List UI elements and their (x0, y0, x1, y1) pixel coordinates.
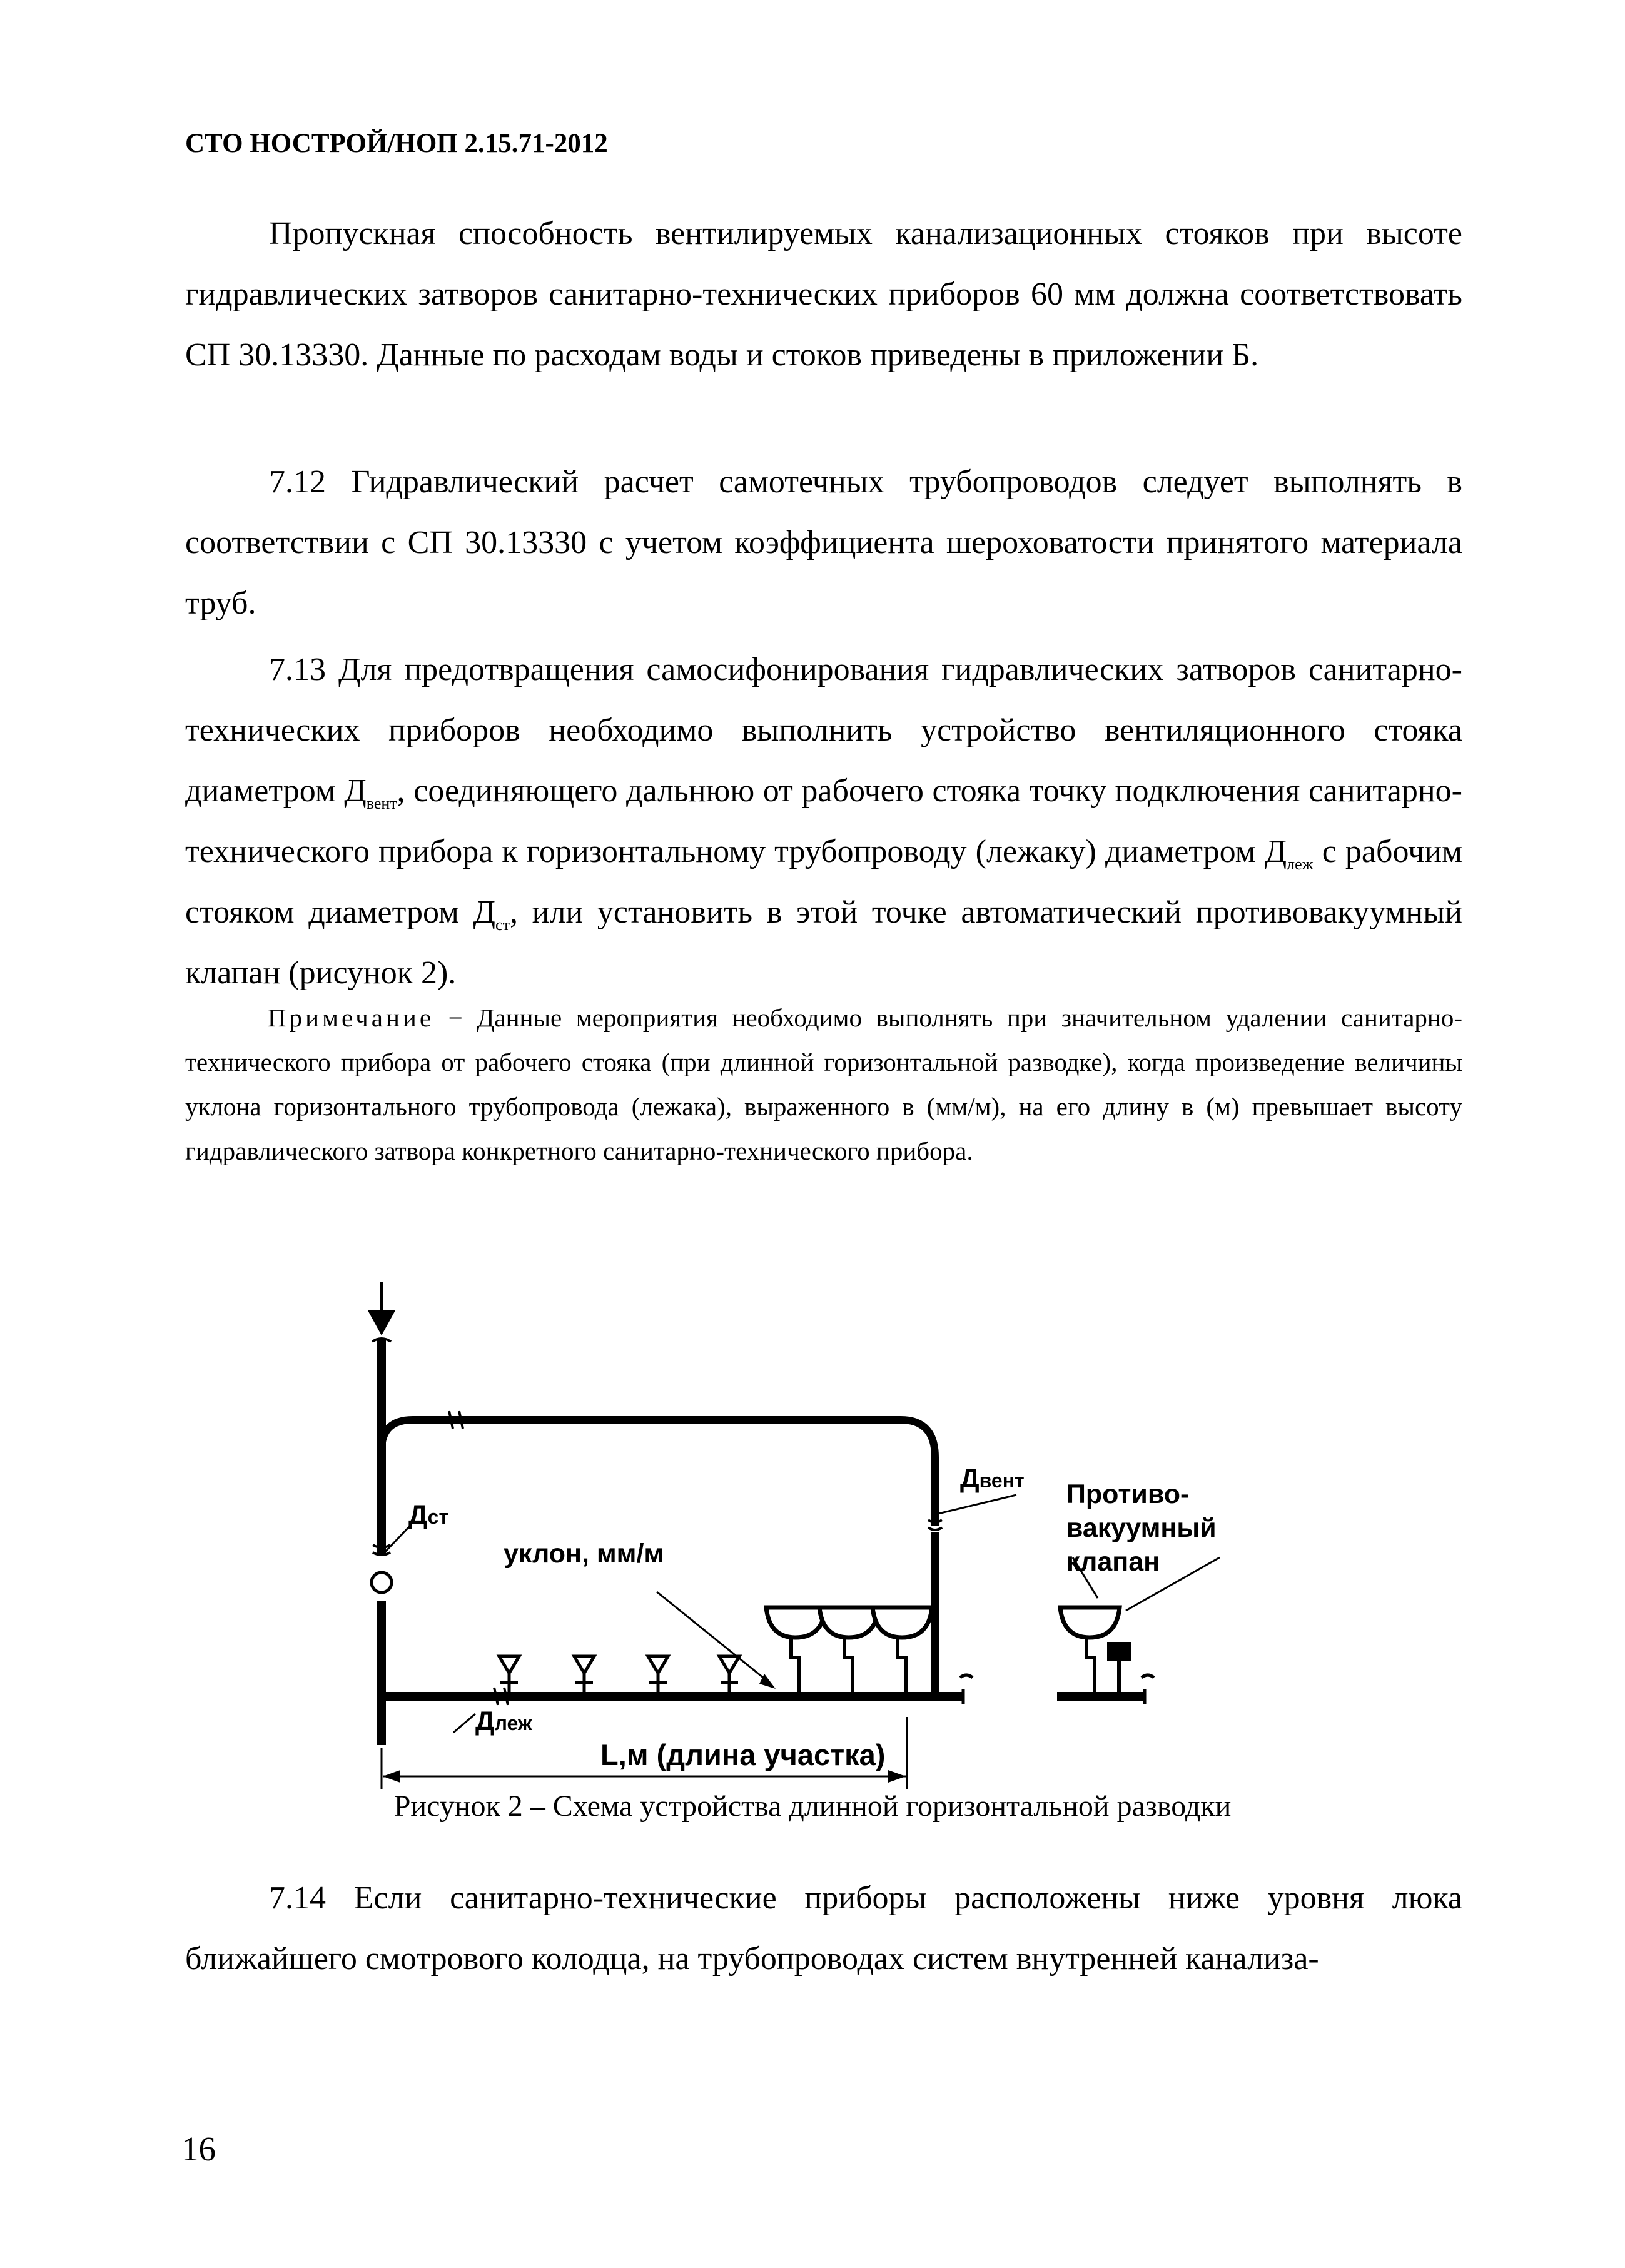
paragraph-7-14: 7.14 Если санитарно-технические приборы расположены ниже уровня люка ближайшего смотрового колодца, на трубопроводах систем внутренней канализа- (185, 1880, 1462, 1977)
label-length: L,м (длина участка) (600, 1738, 886, 1771)
p3-sub-vent: вент (366, 794, 397, 813)
note-text: − Данные мероприятия необходимо выполнять при значительном удалении санитарно-технического прибора от рабочего стояка (при длинной горизонтальной разводке), когда произведение величины уклона горизонтального трубопровода (лежака), выраженного в (мм/м), на его длину в (м) превышает высоту гидравлического затвора конкретного санитарно-технического прибора. (185, 1003, 1462, 1165)
document-header: СТО НОСТРОЙ/НОП 2.15.71-2012 (185, 129, 608, 158)
figure-caption: Рисунок 2 – Схема устройства длинной горизонтальной разводки (393, 1790, 1232, 1823)
label-valve-line-2: вакуумный (1066, 1513, 1217, 1543)
dim-arrow-left (383, 1770, 400, 1783)
label-dvent: Двент (960, 1464, 1025, 1494)
paragraph-7-12: 7.12 Гидравлический расчет самотечных трубопроводов следует выполнять в соответствии с СП 30.13330 с учетом коэффициента шероховатости принятого материала труб. (185, 464, 1462, 621)
label-valve (1066, 1477, 1217, 1579)
riser-cleanout (372, 1572, 392, 1592)
leader-slope (657, 1592, 769, 1683)
p3-sub-st: ст (495, 916, 510, 934)
p3-text-c: с рабочим стояком диаметром Д (185, 834, 1462, 930)
leader-dvent (938, 1495, 1016, 1514)
washbasin-fixtures (766, 1607, 932, 1696)
p3-text-b: , соединяющего дальнюю от рабочего стояка точку подключения санитарно-технического прибора к горизонтальному трубопроводу (лежаку) диаметром Д (185, 773, 1462, 869)
p3-text-a: 7.13 Для предотвращения самосифонирования гидравлических затворов санитарно-технических приборов необходимо выполнить устройство вентиляционного стояка диаметром Д (185, 652, 1462, 809)
label-dlezh: Длеж (475, 1706, 532, 1736)
p3-sub-lezh: леж (1287, 855, 1314, 873)
leader-dst (383, 1526, 410, 1554)
paragraph-bandwidth: Пропускная способность вентилируемых канализационных стояков при высоте гидравлических затворов санитарно-технических приборов 60 мм должна соответствовать СП 30.13330. Данные по расходам воды и стоков приведены в приложении Б. (185, 216, 1462, 373)
label-slope: уклон, мм/м (504, 1539, 664, 1569)
note-label: Примечание (268, 1003, 435, 1032)
label-valve-line-3: клапан (1066, 1547, 1160, 1577)
label-dst: Дст (408, 1500, 449, 1530)
floor-drain-fixtures (499, 1656, 739, 1696)
dim-arrow-right (888, 1770, 906, 1783)
vent-bypass-pipe (382, 1420, 935, 1526)
page-number: 16 (181, 2130, 216, 2168)
anti-vacuum-valve-example (1057, 1557, 1220, 1704)
p3-text-d: , или установить в этой точке автоматический противовакуумный клапан (рисунок 2). (185, 894, 1462, 991)
label-valve-line-1: Противо- (1066, 1479, 1190, 1509)
inflow-arrow-head (368, 1310, 395, 1335)
drain-end-cap (960, 1675, 973, 1704)
leader-dlezh (453, 1714, 475, 1733)
